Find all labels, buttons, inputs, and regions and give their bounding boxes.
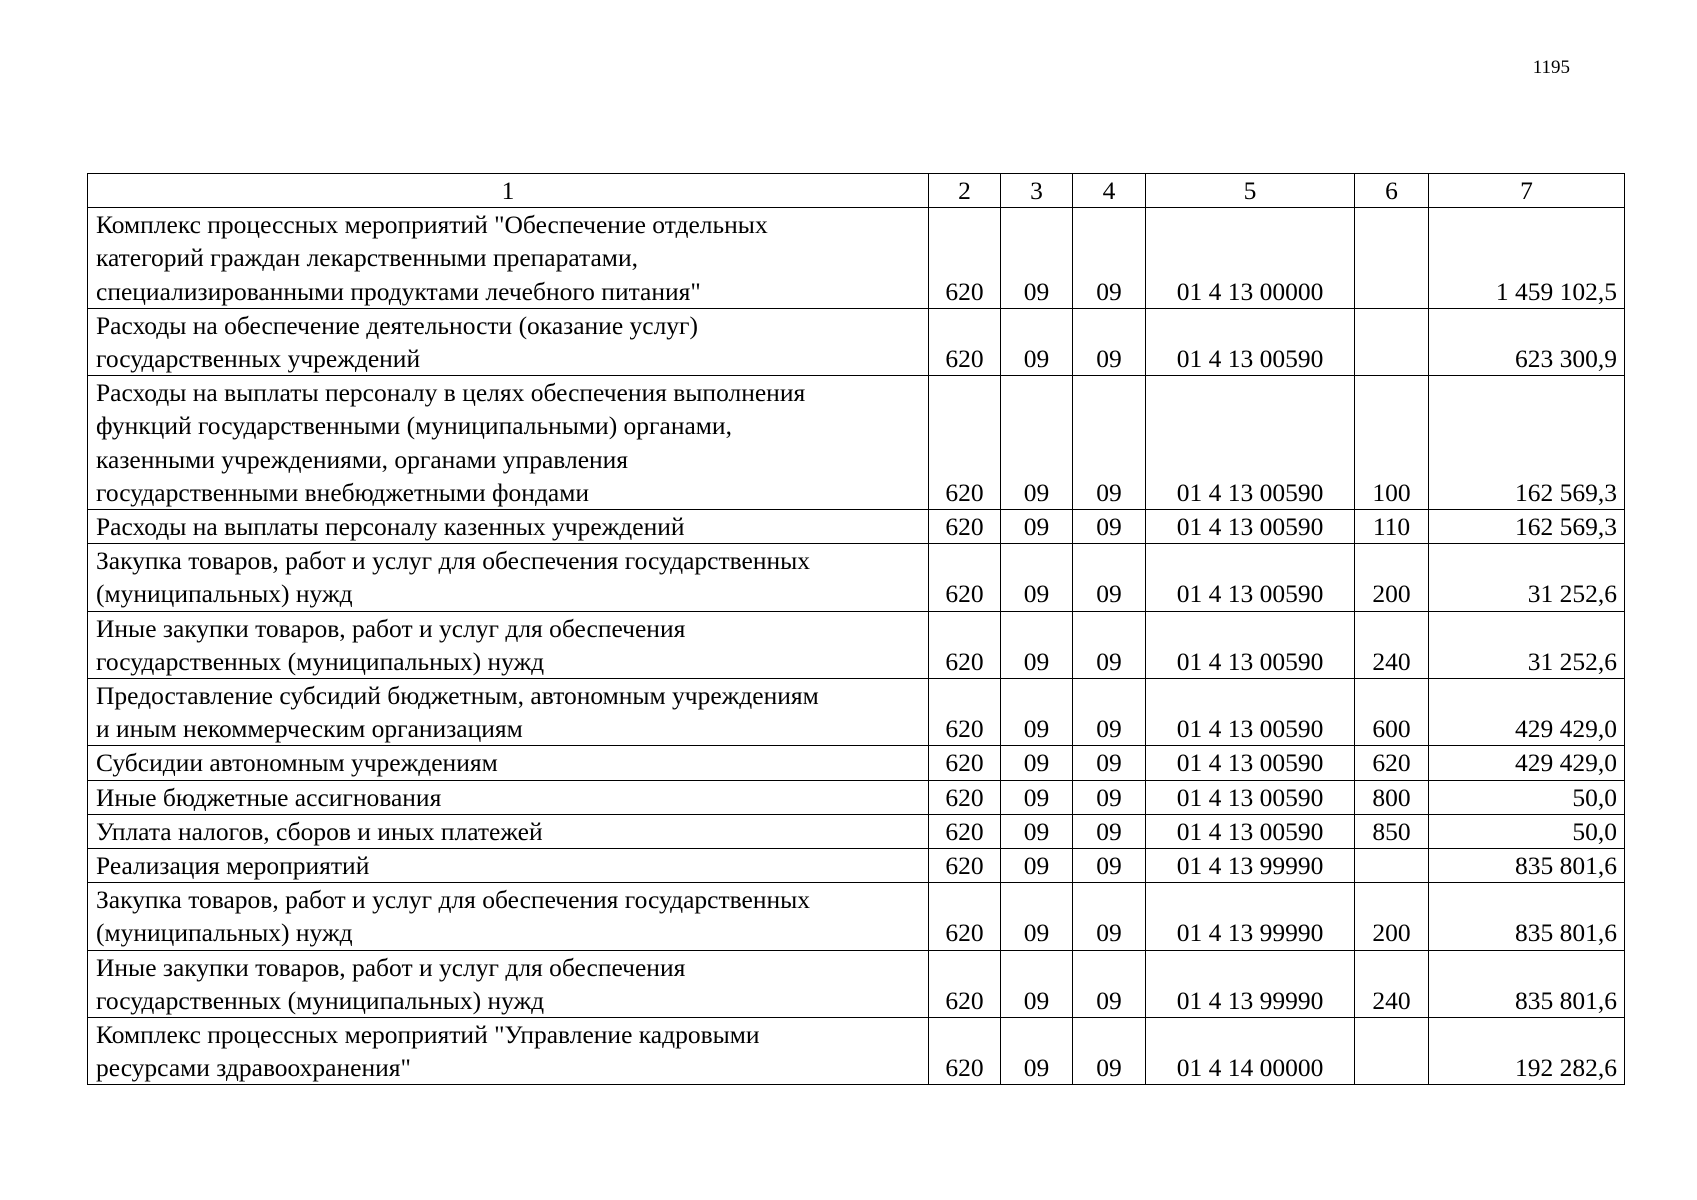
expense-name-cell [88,308,929,375]
subsection-code-cell: 09 [1001,376,1073,510]
section-code-cell: 620 [929,544,1001,611]
subsection-code-cell: 09 [1001,746,1073,780]
expense-type-code-cell: 800 [1355,780,1429,814]
expense-type-code-cell: 850 [1355,814,1429,848]
table-row [88,1018,1625,1085]
target-article-code-cell: 01 4 13 99990 [1146,950,1355,1017]
table-row [88,849,1625,883]
budget-table [87,173,1625,1085]
table-row [88,308,1625,375]
target-article-code-cell: 01 4 13 00590 [1146,746,1355,780]
table-row [88,544,1625,611]
section-code-cell: 620 [929,849,1001,883]
amount-cell: 623 300,9 [1429,308,1625,375]
subsection-code-cell: 09 [1001,814,1073,848]
expense-name-line: Закупка товаров, работ и услуг для обеспечения государственных [96,546,811,576]
target-article-code-cell: 01 4 13 00590 [1146,611,1355,678]
expense-name-line: (муниципальных) нужд [96,918,353,948]
amount-cell: 835 801,6 [1429,849,1625,883]
expense-type-code-cell [1355,308,1429,375]
header-cell: 6 [1355,174,1429,208]
expense-name-cell [88,780,929,814]
expense-type-code-cell [1355,849,1429,883]
expense-name-cell [88,814,929,848]
expense-type-code-cell: 200 [1355,544,1429,611]
expense-name-cell [88,544,929,611]
section-code-cell: 620 [929,950,1001,1017]
expense-type-code-cell: 110 [1355,510,1429,544]
subsection-code-cell: 09 [1001,950,1073,1017]
section-code-cell: 620 [929,510,1001,544]
section-code-cell: 620 [929,208,1001,309]
subsection-code-2-cell: 09 [1073,950,1146,1017]
subsection-code-cell: 09 [1001,544,1073,611]
subsection-code-2-cell: 09 [1073,611,1146,678]
expense-name-line: Уплата налогов, сборов и иных платежей [96,816,543,846]
subsection-code-cell: 09 [1001,1018,1073,1085]
header-row [88,174,1625,208]
expense-name-line: ресурсами здравоохранения" [96,1053,411,1083]
expense-name-line: Иные бюджетные ассигнования [96,782,442,812]
target-article-code-cell: 01 4 14 00000 [1146,1018,1355,1085]
page-number: 1195 [1532,57,1570,78]
section-code-cell: 620 [929,308,1001,375]
table-row [88,883,1625,950]
expense-name-line: государственных учреждений [96,344,421,374]
amount-cell: 429 429,0 [1429,746,1625,780]
header-cell: 3 [1001,174,1073,208]
table-row [88,746,1625,780]
expense-type-code-cell: 620 [1355,746,1429,780]
expense-name-line: Комплекс процессных мероприятий "Обеспечение отдельных [96,210,768,240]
expense-name-cell [88,746,929,780]
subsection-code-2-cell: 09 [1073,510,1146,544]
expense-name-cell [88,950,929,1017]
header-cell: 1 [88,174,929,208]
expense-name-cell [88,510,929,544]
target-article-code-cell: 01 4 13 00590 [1146,814,1355,848]
expense-name-line: Реализация мероприятий [96,851,370,881]
table-row [88,208,1625,309]
header-cell: 4 [1073,174,1146,208]
expense-type-code-cell: 600 [1355,679,1429,746]
subsection-code-2-cell: 09 [1073,1018,1146,1085]
table-row [88,679,1625,746]
expense-name-line: и иным некоммерческим организациям [96,714,523,744]
subsection-code-2-cell: 09 [1073,376,1146,510]
section-code-cell: 620 [929,611,1001,678]
amount-cell: 1 459 102,5 [1429,208,1625,309]
header-cell: 7 [1429,174,1625,208]
expense-name-line: функций государственными (муниципальными) органами, [96,411,732,441]
subsection-code-cell: 09 [1001,308,1073,375]
expense-name-cell [88,1018,929,1085]
expense-name-line: (муниципальных) нужд [96,579,353,609]
amount-cell: 835 801,6 [1429,883,1625,950]
subsection-code-2-cell: 09 [1073,679,1146,746]
target-article-code-cell: 01 4 13 00590 [1146,376,1355,510]
expense-name-cell [88,849,929,883]
expense-name-cell [88,376,929,510]
amount-cell: 31 252,6 [1429,544,1625,611]
target-article-code-cell: 01 4 13 00590 [1146,544,1355,611]
expense-name-line: Субсидии автономным учреждениям [96,748,498,778]
expense-name-cell [88,679,929,746]
subsection-code-cell: 09 [1001,510,1073,544]
subsection-code-2-cell: 09 [1073,308,1146,375]
table-row [88,780,1625,814]
subsection-code-2-cell: 09 [1073,883,1146,950]
expense-name-line: категорий граждан лекарственными препаратами, [96,243,638,273]
expense-name-line: Комплекс процессных мероприятий "Управление кадровыми [96,1020,760,1050]
expense-name-cell [88,883,929,950]
amount-cell: 50,0 [1429,780,1625,814]
expense-name-line: Иные закупки товаров, работ и услуг для обеспечения [96,613,686,643]
section-code-cell: 620 [929,679,1001,746]
table-row [88,814,1625,848]
amount-cell: 429 429,0 [1429,679,1625,746]
amount-cell: 835 801,6 [1429,950,1625,1017]
expense-type-code-cell: 240 [1355,611,1429,678]
expense-name-line: Расходы на выплаты персоналу в целях обеспечения выполнения [96,378,806,408]
target-article-code-cell: 01 4 13 00590 [1146,679,1355,746]
amount-cell: 162 569,3 [1429,510,1625,544]
subsection-code-2-cell: 09 [1073,814,1146,848]
table-row [88,376,1625,510]
section-code-cell: 620 [929,746,1001,780]
target-article-code-cell: 01 4 13 00590 [1146,510,1355,544]
subsection-code-2-cell: 09 [1073,208,1146,309]
expense-name-line: Закупка товаров, работ и услуг для обеспечения государственных [96,885,811,915]
expense-type-code-cell: 100 [1355,376,1429,510]
expense-name-line: казенными учреждениями, органами управления [96,444,629,474]
subsection-code-2-cell: 09 [1073,746,1146,780]
expense-type-code-cell [1355,208,1429,309]
section-code-cell: 620 [929,1018,1001,1085]
subsection-code-cell: 09 [1001,679,1073,746]
expense-name-line: Расходы на выплаты персоналу казенных учреждений [96,512,685,542]
subsection-code-cell: 09 [1001,611,1073,678]
subsection-code-cell: 09 [1001,849,1073,883]
amount-cell: 50,0 [1429,814,1625,848]
subsection-code-2-cell: 09 [1073,544,1146,611]
target-article-code-cell: 01 4 13 99990 [1146,883,1355,950]
expense-name-line: Расходы на обеспечение деятельности (оказание услуг) [96,310,699,340]
expense-name-line: Иные закупки товаров, работ и услуг для обеспечения [96,952,686,982]
amount-cell: 31 252,6 [1429,611,1625,678]
amount-cell: 162 569,3 [1429,376,1625,510]
expense-name-line: государственными внебюджетными фондами [96,477,590,507]
expense-name-line: Предоставление субсидий бюджетным, автономным учреждениям [96,681,819,711]
subsection-code-2-cell: 09 [1073,780,1146,814]
section-code-cell: 620 [929,814,1001,848]
section-code-cell: 620 [929,376,1001,510]
amount-cell: 192 282,6 [1429,1018,1625,1085]
expense-name-cell [88,611,929,678]
expense-type-code-cell: 200 [1355,883,1429,950]
header-cell: 2 [929,174,1001,208]
subsection-code-cell: 09 [1001,780,1073,814]
subsection-code-cell: 09 [1001,883,1073,950]
target-article-code-cell: 01 4 13 00590 [1146,780,1355,814]
expense-name-line: специализированными продуктами лечебного питания" [96,276,701,306]
table-row [88,510,1625,544]
target-article-code-cell: 01 4 13 00000 [1146,208,1355,309]
expense-type-code-cell [1355,1018,1429,1085]
section-code-cell: 620 [929,883,1001,950]
expense-type-code-cell: 240 [1355,950,1429,1017]
table-body [88,208,1625,1085]
header-cell: 5 [1146,174,1355,208]
section-code-cell: 620 [929,780,1001,814]
subsection-code-cell: 09 [1001,208,1073,309]
table-row [88,950,1625,1017]
subsection-code-2-cell: 09 [1073,849,1146,883]
table-row [88,611,1625,678]
expense-name-line: государственных (муниципальных) нужд [96,985,545,1015]
expense-name-line: государственных (муниципальных) нужд [96,646,545,676]
target-article-code-cell: 01 4 13 99990 [1146,849,1355,883]
target-article-code-cell: 01 4 13 00590 [1146,308,1355,375]
expense-name-cell [88,208,929,309]
